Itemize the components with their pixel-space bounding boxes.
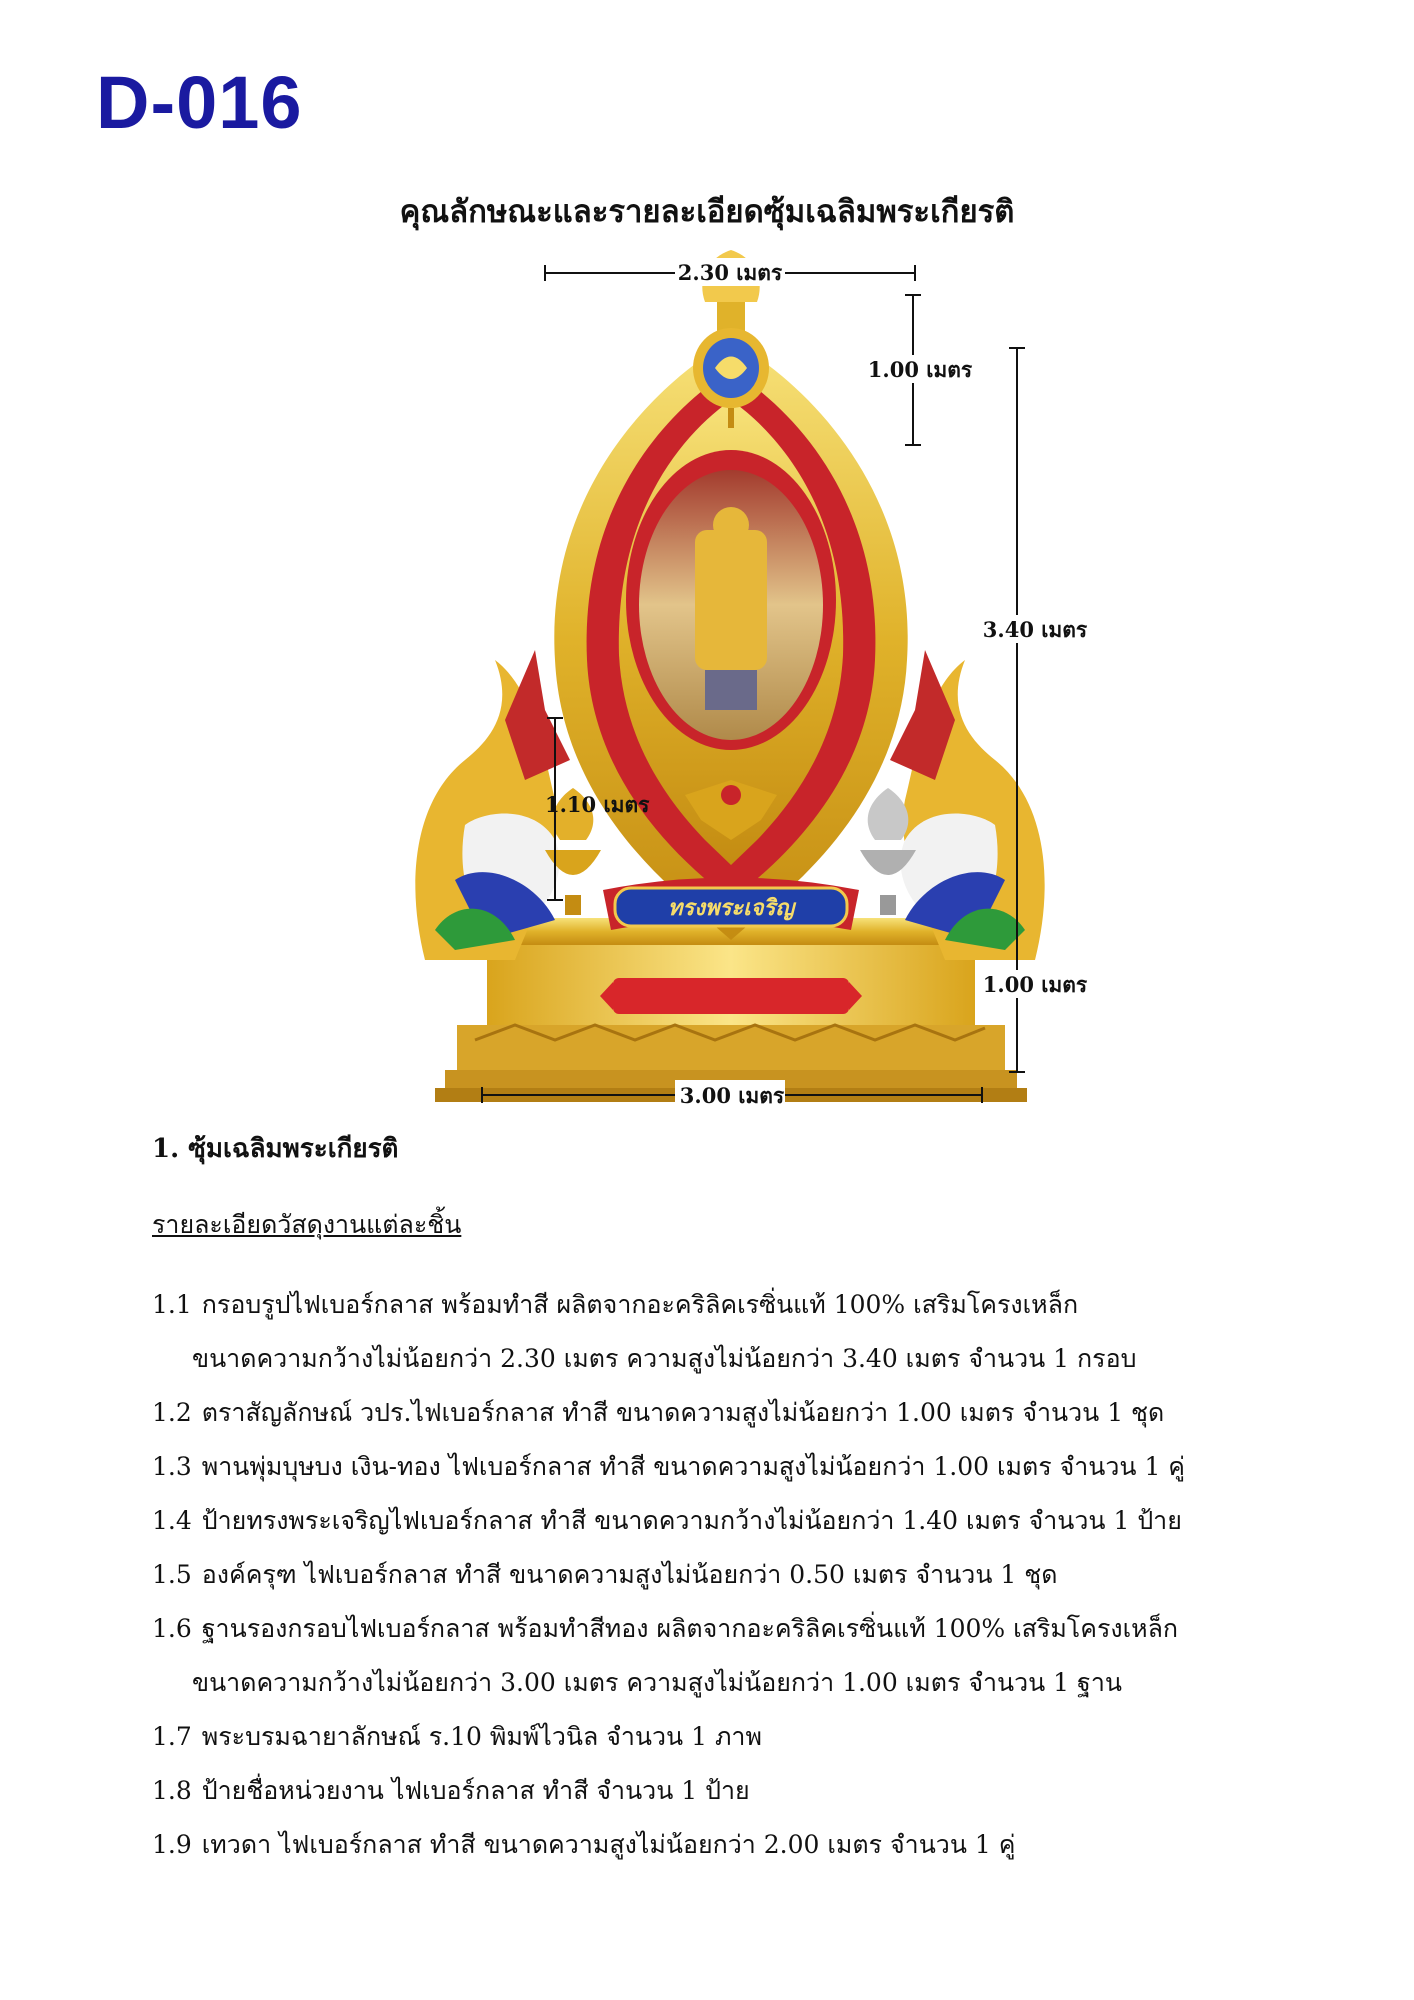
item-number: 1.6 xyxy=(152,1614,192,1643)
item-text: ตราสัญลักษณ์ วปร.ไฟเบอร์กลาส ทำสี ขนาดความสูงไม่น้อยกว่า 1.00 เมตร จำนวน 1 ชุด xyxy=(201,1398,1165,1427)
item-number: 1.1 xyxy=(152,1290,192,1319)
item-text: เทวดา ไฟเบอร์กลาส ทำสี ขนาดความสูงไม่น้อยกว่า 2.00 เมตร จำนวน 1 คู่ xyxy=(201,1830,1016,1859)
list-item xyxy=(152,1548,1302,1602)
item-number: 1.2 xyxy=(152,1398,192,1427)
banner-text: ทรงพระเจริญ xyxy=(667,895,795,921)
item-number: 1.3 xyxy=(152,1452,192,1481)
section-subheading: รายละเอียดวัสดุงานแต่ละชิ้น xyxy=(152,1210,462,1239)
document-title: คุณลักษณะและรายละเอียดซุ้มเฉลิมพระเกียรติ xyxy=(399,194,1015,230)
list-item xyxy=(152,1494,1302,1548)
section-heading: 1. ซุ้มเฉลิมพระเกียรติ xyxy=(152,1134,399,1164)
dim-deity-height: 1.10 เมตร xyxy=(545,792,650,817)
item-number: 1.8 xyxy=(152,1776,192,1805)
arch-frame xyxy=(554,340,907,940)
dim-frame-height: 3.40 เมตร xyxy=(982,617,1088,642)
item-number: 1.5 xyxy=(152,1560,192,1589)
material-list xyxy=(152,1278,1302,1872)
item-text: พระบรมฉายาลักษณ์ ร.10 พิมพ์ไวนิล จำนวน 1 ภาพ xyxy=(201,1722,762,1751)
item-text: ป้ายทรงพระเจริญไฟเบอร์กลาส ทำสี ขนาดความกว้างไม่น้อยกว่า 1.40 เมตร จำนวน 1 ป้าย xyxy=(201,1506,1182,1535)
item-number: 1.9 xyxy=(152,1830,192,1859)
item-text: กรอบรูปไฟเบอร์กลาส พร้อมทำสี ผลิตจากอะคริลิคเรซิ่นแท้ 100% เสริมโครงเหล็ก xyxy=(201,1290,1079,1319)
base-pedestal xyxy=(435,918,1027,1102)
item-number: 1.4 xyxy=(152,1506,192,1535)
dim-base-height: 1.00 เมตร xyxy=(982,972,1088,997)
item-text: องค์ครุฑ ไฟเบอร์กลาส ทำสี ขนาดความสูงไม่น้อยกว่า 0.50 เมตร จำนวน 1 ชุด xyxy=(201,1560,1058,1589)
dim-top-width: 2.30 เมตร xyxy=(677,260,783,285)
list-item xyxy=(152,1764,1302,1818)
dim-base-width: 3.00 เมตร xyxy=(679,1083,785,1108)
arch-illustration xyxy=(395,240,1125,1145)
list-item xyxy=(152,1278,1302,1386)
arch-drawing xyxy=(395,240,1125,1145)
list-item xyxy=(152,1818,1302,1872)
item-text: พานพุ่มบุษบง เงิน-ทอง ไฟเบอร์กลาส ทำสี ขนาดความสูงไม่น้อยกว่า 1.00 เมตร จำนวน 1 คู่ xyxy=(201,1452,1186,1481)
dim-emblem-height: 1.00 เมตร xyxy=(867,357,973,382)
item-text-continued: ขนาดความกว้างไม่น้อยกว่า 3.00 เมตร ความสูงไม่น้อยกว่า 1.00 เมตร จำนวน 1 ฐาน xyxy=(192,1668,1122,1697)
item-number: 1.7 xyxy=(152,1722,192,1751)
item-text: ป้ายชื่อหน่วยงาน ไฟเบอร์กลาส ทำสี จำนวน 1 ป้าย xyxy=(201,1776,750,1805)
long-live-banner xyxy=(603,878,859,931)
product-code: D-016 xyxy=(96,61,303,144)
list-item xyxy=(152,1440,1302,1494)
list-item xyxy=(152,1710,1302,1764)
deity-right xyxy=(890,650,1045,960)
list-item xyxy=(152,1602,1302,1710)
list-item xyxy=(152,1386,1302,1440)
item-text: ฐานรองกรอบไฟเบอร์กลาส พร้อมทำสีทอง ผลิตจากอะคริลิคเรซิ่นแท้ 100% เสริมโครงเหล็ก xyxy=(201,1614,1179,1643)
agency-name-plate xyxy=(613,978,849,1014)
item-text-continued: ขนาดความกว้างไม่น้อยกว่า 2.30 เมตร ความสูงไม่น้อยกว่า 3.40 เมตร จำนวน 1 กรอบ xyxy=(192,1344,1137,1373)
